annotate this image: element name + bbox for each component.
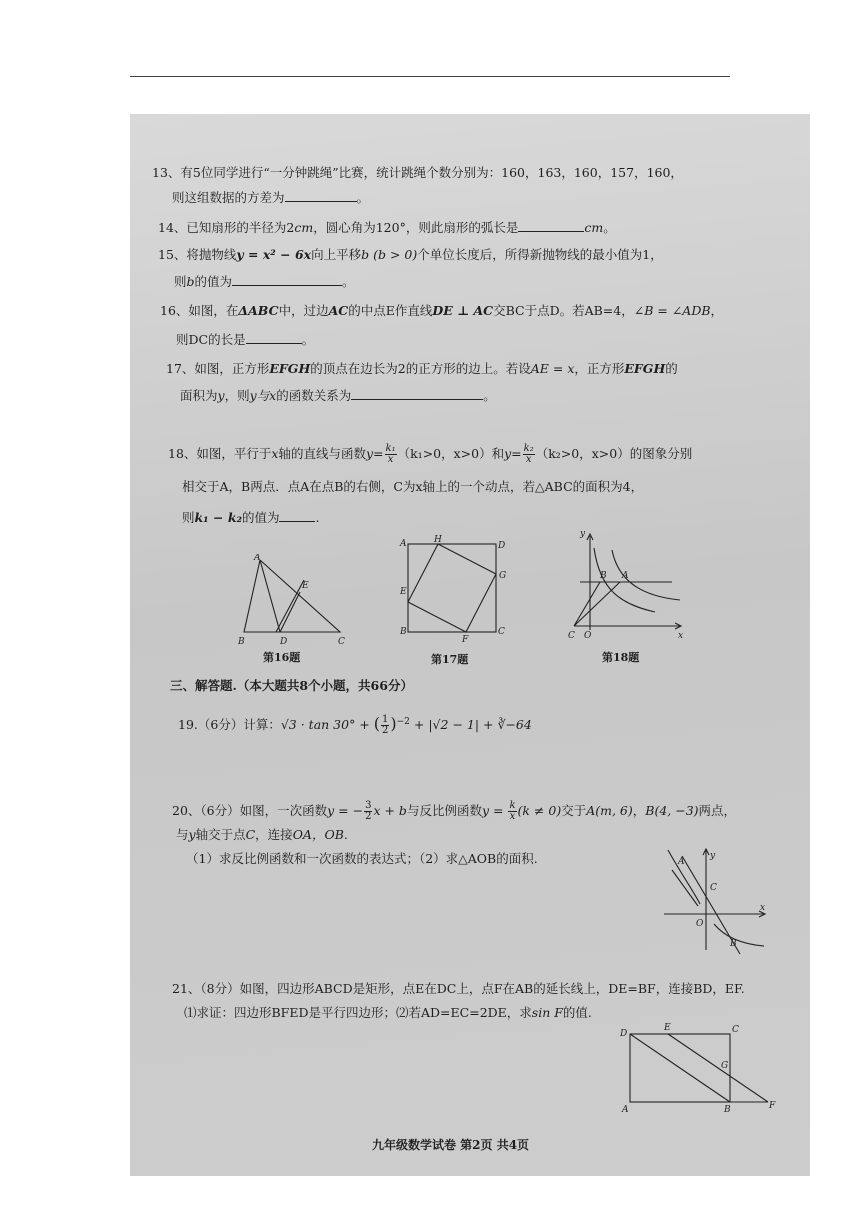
question-15-line2: 则b的值为 。	[174, 274, 355, 289]
label-D: D	[498, 541, 506, 551]
label-G: G	[499, 571, 507, 581]
label-A: A	[254, 554, 261, 563]
label-y: y	[710, 851, 716, 861]
page-footer: 九年级数学试卷 第2页 共4页	[372, 1138, 530, 1152]
question-18-line3: 则k₁ − k₂的值为 .	[182, 510, 320, 525]
label-F: F	[462, 635, 469, 644]
question-16-line2: 则DC的长是 。	[176, 332, 315, 347]
label-O: O	[584, 631, 592, 641]
question-19: 19.（6分）计算：√3 · tan 30° + ( $\frac{1}{2}$ )$^{-2}$ + |√2 − 1| + ∛−64	[178, 714, 532, 737]
label-C: C	[498, 627, 505, 637]
label-E: E	[664, 1023, 671, 1033]
question-20-line1: 20、（6分）如图，一次函数y = − $\frac{3}{2}$ x + b与反比例函数y = $\frac{k}{x}$ (k ≠ 0)交于A(m, 6)，B(4, −3)两点，	[172, 800, 737, 822]
section-3-heading: 三、解答题.（本大题共8个小题，共66分）	[170, 678, 413, 693]
question-21-line1: 21、（8分）如图，四边形ABCD是矩形，点E在DC上，点F在AB的延长线上，DE=BF，连接BD，EF.	[172, 981, 745, 996]
label-x: x	[678, 631, 684, 641]
figure-18-caption: 第18题	[602, 651, 640, 664]
label-A: A	[622, 1105, 629, 1112]
label-A: A	[622, 571, 629, 581]
answer-blank[interactable]	[246, 330, 302, 344]
label-C: C	[568, 631, 575, 641]
question-17-line1: 17、如图，正方形EFGH的顶点在边长为2的正方形的边上。若设AE = x，正方形EFGH的	[166, 361, 678, 376]
figure-17-caption: 第17题	[431, 653, 469, 666]
answer-blank[interactable]	[351, 386, 483, 400]
label-F: F	[769, 1101, 776, 1111]
label-B: B	[730, 939, 737, 949]
figure-21-rectangle	[618, 1022, 783, 1112]
figure-18-graph	[560, 530, 690, 645]
label-x: x	[760, 903, 766, 913]
answer-blank[interactable]	[518, 218, 584, 232]
question-13-line1: 13、有5位同学进行“一分钟跳绳”比赛，统计跳绳个数分别为：160，163，160，157，160，	[152, 165, 683, 180]
label-H: H	[434, 535, 442, 545]
question-13-line2: 则这组数据的方差为 。	[172, 190, 370, 205]
label-C: C	[732, 1025, 739, 1035]
label-E: E	[400, 587, 407, 597]
question-18-line2: 相交于A，B两点．点A在点B的右侧，C为x轴上的一个动点，若△ABC的面积为4，	[182, 479, 644, 494]
label-D: D	[620, 1029, 628, 1039]
label-G: G	[721, 1061, 729, 1071]
question-16-line1: 16、如图，在ΔABC中，过边AC的中点E作直线DE ⊥ AC交BC于点D。若AB=4，∠B = ∠ADB，	[160, 303, 724, 318]
answer-blank[interactable]	[279, 508, 315, 522]
label-E: E	[302, 581, 309, 591]
figure-17-squares	[398, 534, 508, 644]
label-A: A	[400, 539, 407, 549]
answer-blank[interactable]	[232, 272, 342, 286]
question-15-line1: 15、将抛物线y = x² − 6x向上平移b (b > 0)个单位长度后，所得新抛物线的最小值为1，	[158, 247, 663, 262]
header-rule	[130, 76, 730, 77]
label-O: O	[696, 919, 704, 929]
figure-20-graph	[660, 846, 770, 956]
label-B: B	[238, 637, 245, 647]
question-21-line2: ⑴求证：四边形BFED是平行四边形；⑵若AD=EC=2DE，求sin F的值.	[184, 1005, 592, 1020]
question-20-line3: （1）求反比例函数和一次函数的表达式；（2）求△AOB的面积.	[186, 851, 538, 866]
label-B: B	[600, 571, 607, 581]
figure-16-caption: 第16题	[263, 651, 301, 664]
label-B: B	[400, 627, 407, 637]
label-B: B	[724, 1105, 731, 1112]
label-C: C	[710, 883, 717, 893]
label-C: C	[338, 637, 345, 647]
exam-page	[130, 114, 810, 1176]
label-y: y	[580, 530, 586, 539]
label-A: A	[678, 857, 685, 867]
question-17-line2: 面积为y，则y与x的函数关系为 。	[180, 388, 496, 403]
question-20-line2: 与y轴交于点C，连接OA，OB.	[176, 827, 348, 842]
figure-16-triangle	[230, 554, 360, 654]
answer-blank[interactable]	[285, 188, 357, 202]
label-D: D	[280, 637, 288, 647]
question-18-line1: 18、如图，平行于x轴的直线与函数y= $\frac{\text{k₁}}{x}$ （k₁>0，x>0）和y= $\frac{\text{k₂}}{x}$ （k₂>0，x>0）的图象分别	[168, 443, 693, 465]
question-14: 14、已知扇形的半径为2cm，圆心角为120°，则此扇形的弧长是 cm。	[158, 220, 616, 235]
